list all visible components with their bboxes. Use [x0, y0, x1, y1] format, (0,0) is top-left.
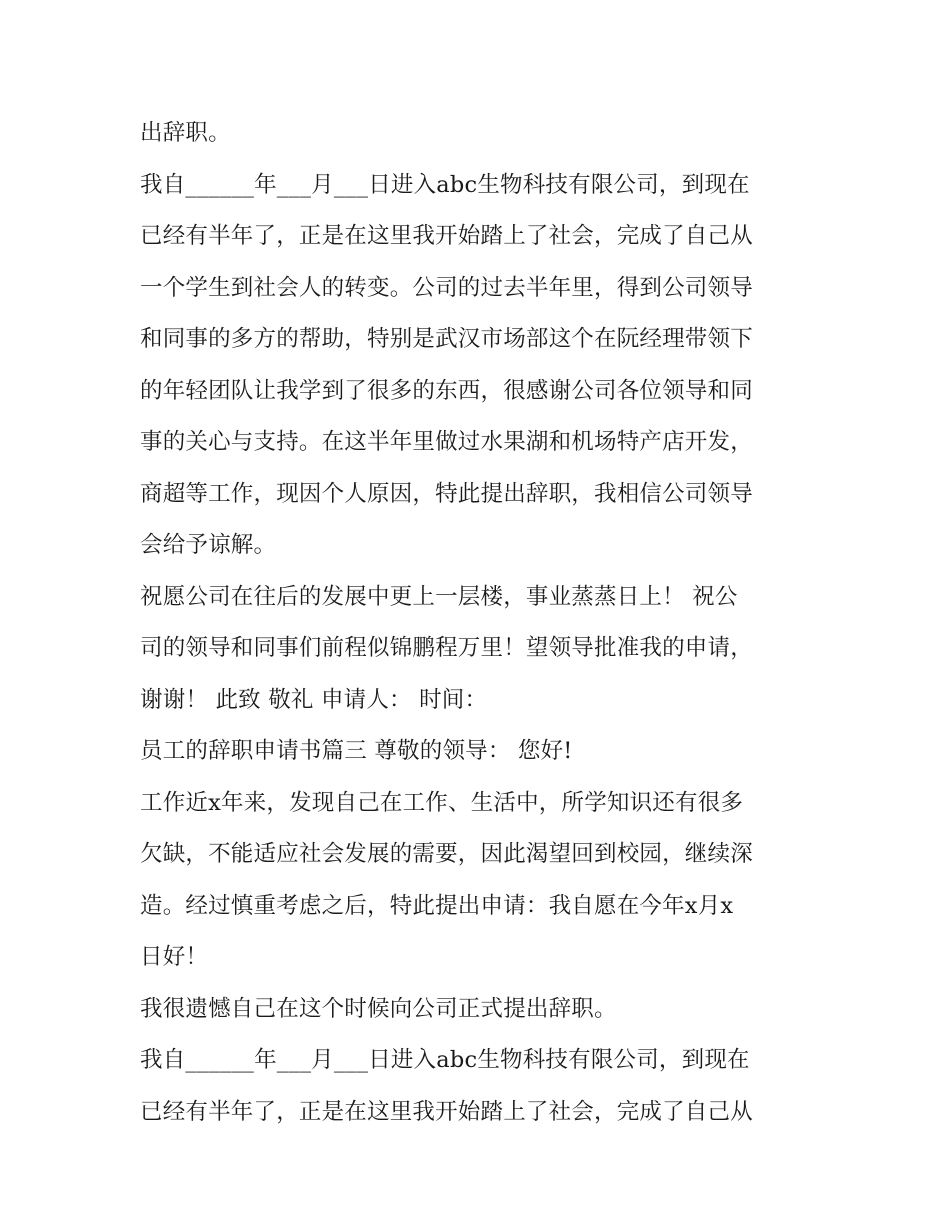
- text-line: 的年轻团队让我学到了很多的东西，很感谢公司各位领导和同: [140, 377, 753, 404]
- text-line: 司的领导和同事们前程似锦鹏程万里！望领导批准我的申请，: [140, 635, 753, 661]
- text-line: 谢谢！ 此致 敬礼 申请人： 时间：: [140, 686, 488, 713]
- text-line: 已经有半年了，正是在这里我开始踏上了社会，完成了自己从: [140, 223, 753, 249]
- text-line: 已经有半年了，正是在这里我开始踏上了社会，完成了自己从: [140, 1098, 753, 1125]
- text-line: 祝愿公司在往后的发展中更上一层楼，事业蒸蒸日上！ 祝公: [140, 583, 738, 610]
- text-line: 我自______年___月___日进入abc生物科技有限公司，到现在: [140, 171, 750, 198]
- document-body: [140, 108, 820, 1138]
- text-line: 造。经过慎重考虑之后，特此提出申请：我自愿在今年x月x: [140, 892, 734, 919]
- text-line: 工作近x年来，发现自己在工作、生活中，所学知识还有很多: [140, 789, 744, 816]
- text-line: 我很遗憾自己在这个时候向公司正式提出辞职。: [140, 995, 617, 1022]
- text-line: 日好！: [140, 944, 209, 970]
- section-heading-line: 员工的辞职申请书篇三 尊敬的领导： 您好!: [140, 738, 573, 764]
- text-line: 出辞职。: [140, 120, 231, 146]
- text-line: 商超等工作，现因个人原因，特此提出辞职，我相信公司领导: [140, 480, 753, 507]
- text-line: 事的关心与支持。在这半年里做过水果湖和机场特产店开发，: [140, 429, 753, 455]
- text-line: 我自______年___月___日进入abc生物科技有限公司，到现在: [140, 1047, 750, 1073]
- text-line: 欠缺，不能适应社会发展的需要，因此渴望回到校园，继续深: [140, 841, 753, 867]
- text-line: 和同事的多方的帮助，特别是武汉市场部这个在阮经理带领下: [140, 326, 753, 352]
- text-line: 会给予谅解。: [140, 532, 277, 558]
- text-line: 一个学生到社会人的转变。公司的过去半年里，得到公司领导: [140, 274, 753, 301]
